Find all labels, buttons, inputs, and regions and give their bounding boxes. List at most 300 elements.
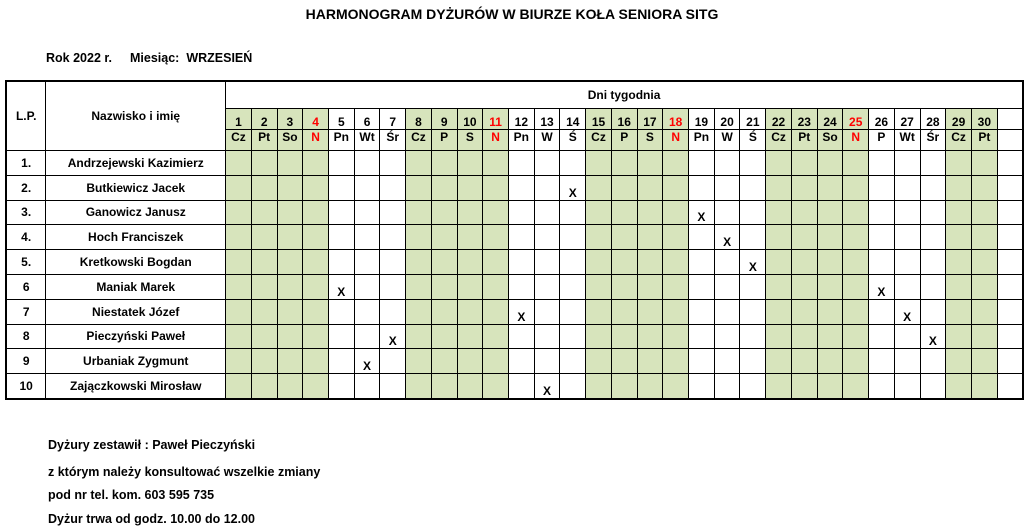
duty-cell [689, 374, 715, 399]
duty-cell [791, 324, 817, 349]
duty-cell [894, 299, 920, 324]
day-weekday: N [303, 130, 329, 151]
duty-cell [817, 299, 843, 324]
duty-cell [946, 274, 972, 299]
duty-mark: X [568, 185, 577, 200]
duty-cell [328, 299, 354, 324]
duty-cell [483, 324, 509, 349]
duty-cell [277, 374, 303, 399]
duty-cell [560, 250, 586, 275]
row-number: 9 [6, 349, 46, 374]
duty-cell [611, 200, 637, 225]
day-weekday: Ś [740, 130, 766, 151]
row-number: 1. [6, 151, 46, 176]
duty-cell [869, 151, 895, 176]
duty-cell [586, 299, 612, 324]
duty-cell [508, 151, 534, 176]
duty-cell [534, 151, 560, 176]
day-number: 21 [740, 109, 766, 130]
duty-cell [508, 299, 534, 324]
duty-cell [380, 225, 406, 250]
day-number: 6 [354, 109, 380, 130]
duty-cell [251, 324, 277, 349]
duty-cell [766, 250, 792, 275]
member-name: Pieczyński Paweł [46, 324, 226, 349]
duty-cell [483, 175, 509, 200]
duty-cell [714, 200, 740, 225]
member-name: Urbaniak Zygmunt [46, 349, 226, 374]
duty-cell [843, 299, 869, 324]
duty-cell [791, 225, 817, 250]
duty-cell [894, 151, 920, 176]
duty-cell-empty [997, 349, 1023, 374]
table-row [6, 274, 1023, 299]
duty-cell [380, 349, 406, 374]
duty-cell [920, 175, 946, 200]
duty-cell [894, 374, 920, 399]
duty-cell [406, 324, 432, 349]
duty-cell [920, 151, 946, 176]
duty-cell [560, 175, 586, 200]
duty-cell [354, 200, 380, 225]
duty-cell [431, 200, 457, 225]
duty-cell [689, 299, 715, 324]
day-weekday: Pn [508, 130, 534, 151]
duty-cell [843, 200, 869, 225]
duty-cell [560, 349, 586, 374]
table-row [6, 349, 1023, 374]
duty-cell [843, 349, 869, 374]
duty-cell [843, 250, 869, 275]
duty-cell [226, 374, 252, 399]
duty-cell [740, 175, 766, 200]
day-weekday: Cz [946, 130, 972, 151]
duty-cell [817, 250, 843, 275]
duty-cell [740, 250, 766, 275]
duty-cell [740, 299, 766, 324]
duty-cell [611, 299, 637, 324]
duty-cell [534, 299, 560, 324]
duty-cell [766, 324, 792, 349]
member-name: Butkiewicz Jacek [46, 175, 226, 200]
duty-cell [560, 274, 586, 299]
duty-cell [766, 151, 792, 176]
member-name: Kretkowski Bogdan [46, 250, 226, 275]
duty-cell [303, 324, 329, 349]
duty-cell [714, 374, 740, 399]
duty-cell [714, 250, 740, 275]
day-weekday: So [817, 130, 843, 151]
table-row [6, 250, 1023, 275]
day-number: 24 [817, 109, 843, 130]
duty-cell [663, 151, 689, 176]
duty-cell [303, 274, 329, 299]
duty-cell [457, 274, 483, 299]
duty-cell [303, 374, 329, 399]
duty-cell [920, 374, 946, 399]
duty-cell-empty [997, 374, 1023, 399]
duty-cell [483, 151, 509, 176]
duty-cell [560, 151, 586, 176]
duty-cell [740, 151, 766, 176]
name-header: Nazwisko i imię [46, 81, 226, 151]
duty-mark: X [388, 334, 397, 349]
duty-cell [251, 299, 277, 324]
day-number: 16 [611, 109, 637, 130]
duty-cell [534, 225, 560, 250]
duty-cell [894, 225, 920, 250]
duty-cell [946, 299, 972, 324]
duty-cell [663, 250, 689, 275]
day-number-empty [997, 109, 1023, 130]
duty-cell [791, 151, 817, 176]
duty-cell [637, 175, 663, 200]
duty-cell [689, 225, 715, 250]
duty-cell [328, 175, 354, 200]
day-weekday: Cz [226, 130, 252, 151]
duty-cell [971, 374, 997, 399]
duty-cell [586, 274, 612, 299]
duty-cell [380, 175, 406, 200]
duty-cell [380, 200, 406, 225]
duty-cell [611, 324, 637, 349]
duty-cell [483, 274, 509, 299]
duty-cell [457, 151, 483, 176]
duty-cell [508, 225, 534, 250]
duty-cell [431, 374, 457, 399]
duty-cell [611, 374, 637, 399]
duty-cell [586, 349, 612, 374]
duty-cell [560, 200, 586, 225]
duty-cell-empty [997, 175, 1023, 200]
duty-cell [406, 274, 432, 299]
duty-cell [251, 374, 277, 399]
footer-phone: pod nr tel. kom. 603 595 735 [48, 488, 215, 502]
duty-cell [766, 349, 792, 374]
day-weekday: Pt [971, 130, 997, 151]
duty-cell [303, 175, 329, 200]
day-weekday: Pn [328, 130, 354, 151]
duty-cell [354, 349, 380, 374]
day-weekday: Wt [894, 130, 920, 151]
page-title: HARMONOGRAM DYŻURÓW W BIURZE KOŁA SENIORA SITG [305, 6, 719, 22]
day-number: 13 [534, 109, 560, 130]
duty-cell [303, 200, 329, 225]
duty-cell [817, 225, 843, 250]
duty-cell [406, 175, 432, 200]
row-number: 8 [6, 324, 46, 349]
duty-cell [277, 250, 303, 275]
duty-cell [457, 349, 483, 374]
duty-cell [791, 200, 817, 225]
duty-cell [920, 324, 946, 349]
duty-cell [226, 200, 252, 225]
duty-cell [483, 299, 509, 324]
duty-cell [637, 250, 663, 275]
day-number: 5 [328, 109, 354, 130]
duty-cell [508, 374, 534, 399]
row-number: 6 [6, 274, 46, 299]
member-name: Ganowicz Janusz [46, 200, 226, 225]
row-number: 5. [6, 250, 46, 275]
duty-cell [586, 175, 612, 200]
duty-cell [303, 250, 329, 275]
duty-cell [406, 250, 432, 275]
duty-cell-empty [997, 250, 1023, 275]
duty-cell [920, 250, 946, 275]
duty-cell [328, 151, 354, 176]
duty-cell [946, 151, 972, 176]
duty-cell [431, 225, 457, 250]
duty-cell [971, 274, 997, 299]
duty-cell [354, 151, 380, 176]
duty-cell [714, 299, 740, 324]
duty-cell [586, 200, 612, 225]
year-label: Rok 2022 r. [46, 51, 113, 65]
duty-cell [457, 200, 483, 225]
duty-cell [869, 225, 895, 250]
day-weekday: Śr [920, 130, 946, 151]
duty-cell [611, 250, 637, 275]
duty-cell [637, 374, 663, 399]
duty-cell [894, 250, 920, 275]
duty-cell [380, 274, 406, 299]
duty-cell [637, 200, 663, 225]
duty-cell [740, 349, 766, 374]
duty-cell [971, 324, 997, 349]
duty-cell [560, 374, 586, 399]
duty-cell [663, 225, 689, 250]
duty-cell [946, 349, 972, 374]
duty-cell [226, 151, 252, 176]
duty-cell [277, 175, 303, 200]
duty-cell [611, 151, 637, 176]
duty-cell [277, 324, 303, 349]
duty-cell [483, 374, 509, 399]
duty-cell [328, 200, 354, 225]
duty-cell [869, 175, 895, 200]
duty-cell [406, 299, 432, 324]
duty-cell [251, 274, 277, 299]
duty-cell [869, 349, 895, 374]
duty-cell [251, 225, 277, 250]
day-number: 10 [457, 109, 483, 130]
day-weekday: P [869, 130, 895, 151]
duty-cell-empty [997, 274, 1023, 299]
day-weekday: W [714, 130, 740, 151]
table-row [6, 225, 1023, 250]
duty-mark: X [903, 309, 912, 324]
duty-cell [406, 349, 432, 374]
duty-mark: X [337, 284, 346, 299]
duty-mark: X [363, 359, 372, 374]
day-weekday: S [457, 130, 483, 151]
duty-cell [843, 225, 869, 250]
duty-cell [277, 349, 303, 374]
duty-cell [637, 225, 663, 250]
duty-cell [920, 274, 946, 299]
duty-cell [508, 250, 534, 275]
day-weekday: N [483, 130, 509, 151]
duty-cell [508, 175, 534, 200]
duty-cell [483, 225, 509, 250]
duty-cell [714, 324, 740, 349]
footer-hours: Dyżur trwa od godz. 10.00 do 12.00 [48, 512, 256, 526]
duty-cell [689, 274, 715, 299]
duty-cell [457, 324, 483, 349]
duty-cell [534, 200, 560, 225]
duty-cell [251, 349, 277, 374]
duty-cell [303, 225, 329, 250]
duty-cell [663, 175, 689, 200]
table-row [6, 175, 1023, 200]
duty-cell [431, 175, 457, 200]
duty-cell [380, 324, 406, 349]
duty-cell [380, 374, 406, 399]
day-number: 17 [637, 109, 663, 130]
duty-cell [534, 250, 560, 275]
duty-cell [971, 299, 997, 324]
day-weekday: Pt [791, 130, 817, 151]
row-number: 10 [6, 374, 46, 399]
duty-cell [843, 324, 869, 349]
duty-cell [946, 374, 972, 399]
duty-cell [406, 151, 432, 176]
duty-cell [869, 250, 895, 275]
duty-cell [380, 250, 406, 275]
duty-cell [869, 324, 895, 349]
duty-cell [843, 151, 869, 176]
duty-cell [791, 299, 817, 324]
month-label: Miesiąc: [130, 51, 180, 65]
footer-consult-note: z którym należy konsultować wszelkie zmiany [48, 465, 321, 479]
duty-cell [946, 225, 972, 250]
duty-cell [508, 324, 534, 349]
duty-cell [226, 324, 252, 349]
day-number: 29 [946, 109, 972, 130]
duty-cell [277, 299, 303, 324]
duty-cell [689, 200, 715, 225]
duty-cell [714, 274, 740, 299]
day-number: 19 [689, 109, 715, 130]
duty-cell [354, 274, 380, 299]
day-weekday: Cz [586, 130, 612, 151]
duty-cell [946, 200, 972, 225]
duty-cell [431, 250, 457, 275]
duty-cell [354, 225, 380, 250]
duty-mark: X [697, 210, 706, 225]
duty-cell [226, 175, 252, 200]
duty-cell [946, 250, 972, 275]
duty-cell [791, 175, 817, 200]
day-number: 12 [508, 109, 534, 130]
duty-cell [894, 175, 920, 200]
duty-cell [251, 250, 277, 275]
member-name: Andrzejewski Kazimierz [46, 151, 226, 176]
duty-cell [920, 225, 946, 250]
day-weekday: Wt [354, 130, 380, 151]
duty-cell [817, 324, 843, 349]
member-name: Maniak Marek [46, 274, 226, 299]
duty-cell [843, 274, 869, 299]
duty-cell [843, 374, 869, 399]
duty-cell-empty [997, 225, 1023, 250]
day-weekday: Pn [689, 130, 715, 151]
table-row [6, 299, 1023, 324]
duty-cell [226, 349, 252, 374]
duty-cell [406, 374, 432, 399]
duty-cell [637, 151, 663, 176]
duty-cell [689, 175, 715, 200]
duty-cell [303, 349, 329, 374]
duty-cell [457, 374, 483, 399]
table-row [6, 324, 1023, 349]
duty-cell [637, 324, 663, 349]
day-weekday: S [637, 130, 663, 151]
duty-cell [534, 349, 560, 374]
duty-cell [354, 374, 380, 399]
duty-cell [431, 274, 457, 299]
day-number: 2 [251, 109, 277, 130]
duty-cell [354, 324, 380, 349]
day-weekday-empty [997, 130, 1023, 151]
duty-cell [817, 274, 843, 299]
duty-cell [508, 200, 534, 225]
duty-cell [534, 175, 560, 200]
duty-cell [637, 299, 663, 324]
duty-cell [663, 374, 689, 399]
duty-cell [328, 250, 354, 275]
day-weekday: N [663, 130, 689, 151]
day-number: 18 [663, 109, 689, 130]
duty-cell [534, 274, 560, 299]
duty-cell [483, 349, 509, 374]
month-value: WRZESIEŃ [186, 51, 253, 65]
duty-cell [971, 151, 997, 176]
day-weekday: P [431, 130, 457, 151]
duty-schedule-table [5, 80, 1024, 400]
duty-cell [766, 374, 792, 399]
day-number: 27 [894, 109, 920, 130]
duty-cell [431, 349, 457, 374]
duty-cell [791, 274, 817, 299]
duty-cell [689, 324, 715, 349]
duty-cell [843, 175, 869, 200]
duty-cell [920, 299, 946, 324]
day-number: 23 [791, 109, 817, 130]
duty-cell [740, 374, 766, 399]
duty-cell [791, 250, 817, 275]
duty-cell [251, 151, 277, 176]
day-number: 7 [380, 109, 406, 130]
day-number: 3 [277, 109, 303, 130]
duty-cell [663, 200, 689, 225]
duty-cell [817, 349, 843, 374]
duty-cell [971, 200, 997, 225]
day-number: 11 [483, 109, 509, 130]
duty-cell [354, 250, 380, 275]
duty-cell-empty [997, 200, 1023, 225]
day-weekday: Śr [380, 130, 406, 151]
duty-mark: X [928, 334, 937, 349]
duty-cell [303, 299, 329, 324]
duty-cell [920, 200, 946, 225]
duty-cell [277, 200, 303, 225]
duty-cell [817, 200, 843, 225]
duty-cell [611, 274, 637, 299]
duty-mark: X [877, 284, 886, 299]
duty-cell [714, 349, 740, 374]
